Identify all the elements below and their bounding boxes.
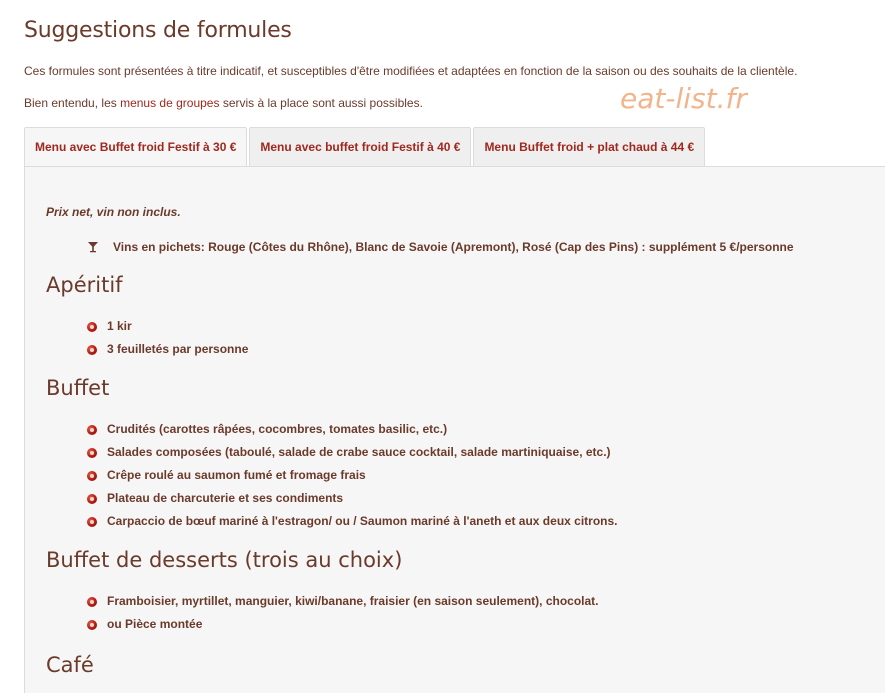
section-title-aperitif: Apéritif <box>46 273 123 297</box>
list-item <box>87 510 618 533</box>
section-title-cafe: Café <box>46 653 94 677</box>
list-item-text: Salades composées (taboulé, salade de crabe sauce cocktail, salade martiniquaise, etc.) <box>107 445 611 459</box>
intro-groups-text <box>24 96 423 110</box>
list-item-text: Plateau de charcuterie et ses condiments <box>107 491 344 505</box>
intro-groups-prefix: Bien entendu, les <box>24 96 121 110</box>
wine-line <box>87 240 794 254</box>
tab-buffet-30[interactable]: Menu avec Buffet froid Festif à 30 € <box>24 127 247 168</box>
tab-panel <box>24 166 885 693</box>
bullet-icon <box>87 494 97 504</box>
wine-text: Vins en pichets: Rouge (Côtes du Rhône), Blanc de Savoie (Apremont), Rosé (Cap des Pins) : supplément 5 €/personne <box>113 240 794 254</box>
tab-buffet-40[interactable]: Menu avec buffet froid Festif à 40 € <box>249 127 471 166</box>
list-item <box>87 418 618 441</box>
bullet-icon <box>87 597 97 607</box>
bullet-icon <box>87 448 97 458</box>
wine-glass-icon <box>87 241 99 253</box>
group-menus-link[interactable]: menus de groupes <box>120 96 220 110</box>
buffet-list <box>87 418 618 533</box>
list-item-text: 3 feuilletés par personne <box>107 342 249 356</box>
list-item <box>87 441 618 464</box>
aperitif-list <box>87 315 248 361</box>
desserts-list <box>87 590 599 636</box>
section-title-buffet: Buffet <box>46 376 110 400</box>
bullet-icon <box>87 620 97 630</box>
list-item-text: 1 kir <box>107 319 132 333</box>
list-item-text: Carpaccio de bœuf mariné à l'estragon/ ou / Saumon mariné à l'aneth et aux deux citrons. <box>107 514 618 528</box>
list-item-text: ou Pièce montée <box>107 617 203 631</box>
list-item <box>87 338 248 361</box>
menu-tabs <box>24 127 707 167</box>
intro-text: Ces formules sont présentées à titre indicatif, et susceptibles d'être modifiées et adaptées en fonction de la saison ou des souhaits de la clientèle. <box>24 64 798 78</box>
list-item <box>87 487 618 510</box>
section-title-desserts: Buffet de desserts (trois au choix) <box>46 548 403 572</box>
price-note: Prix net, vin non inclus. <box>46 205 181 219</box>
intro-groups-suffix: servis à la place sont aussi possibles. <box>219 96 423 110</box>
bullet-icon <box>87 517 97 527</box>
list-item-text: Framboisier, myrtillet, manguier, kiwi/banane, fraisier (en saison seulement), chocolat. <box>107 594 599 608</box>
watermark: eat-list.fr <box>620 82 747 115</box>
tab-buffet-plat-44[interactable]: Menu Buffet froid + plat chaud à 44 € <box>473 127 705 166</box>
page-title: Suggestions de formules <box>24 18 292 43</box>
list-item-text: Crêpe roulé au saumon fumé et fromage frais <box>107 468 366 482</box>
bullet-icon <box>87 322 97 332</box>
bullet-icon <box>87 471 97 481</box>
list-item <box>87 613 599 636</box>
bullet-icon <box>87 425 97 435</box>
bullet-icon <box>87 345 97 355</box>
list-item <box>87 315 248 338</box>
list-item <box>87 590 599 613</box>
list-item-text: Crudités (carottes râpées, cocombres, tomates basilic, etc.) <box>107 422 448 436</box>
list-item <box>87 464 618 487</box>
